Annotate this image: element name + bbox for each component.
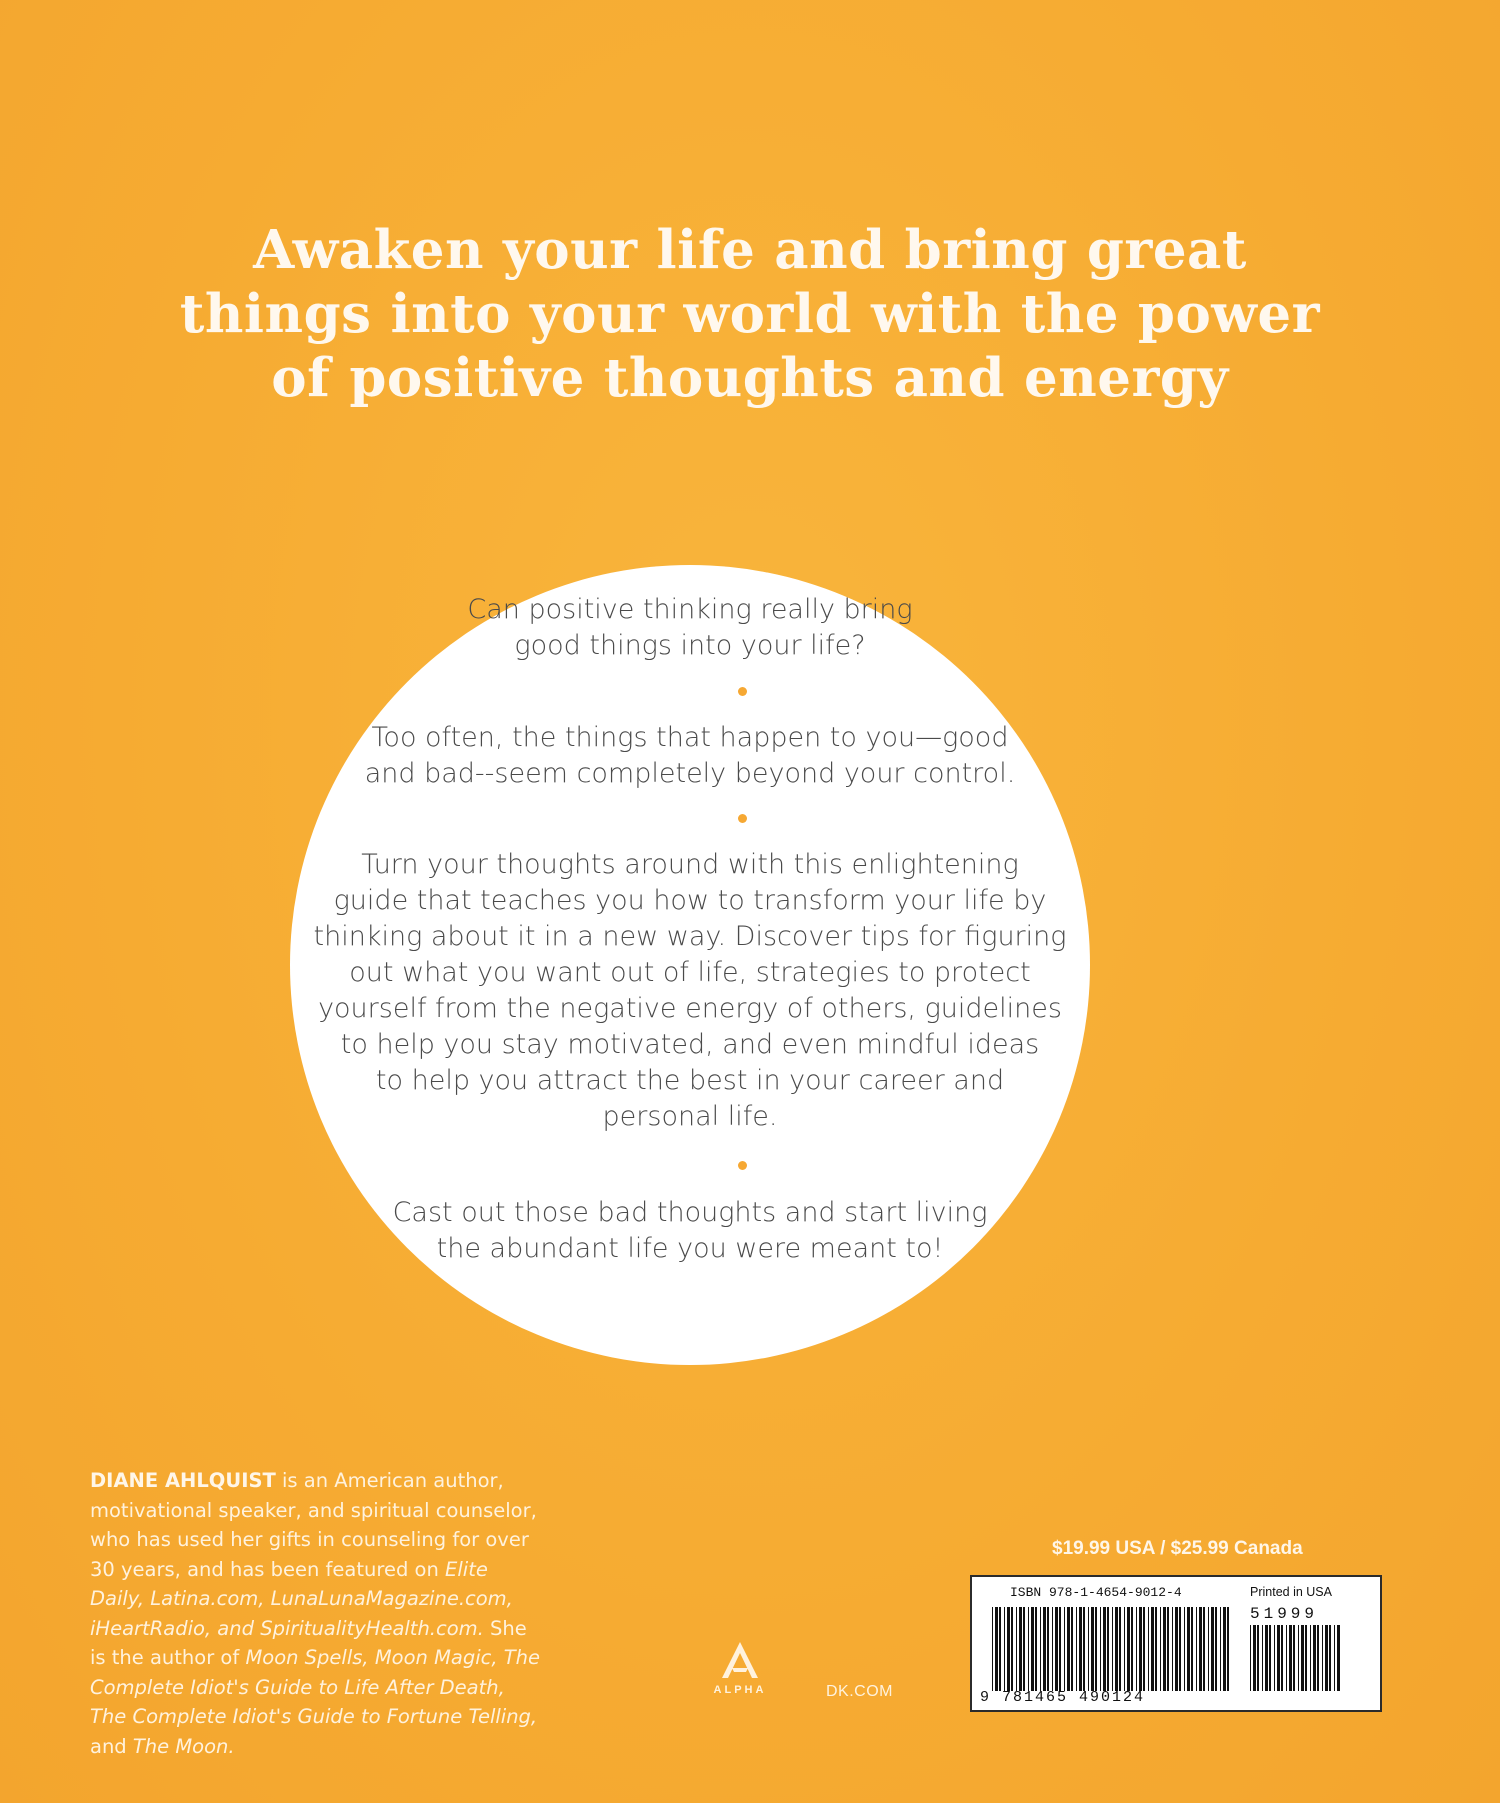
blurb-line: and bad--seem completely beyond your control. (364, 758, 1016, 789)
blurb-line: personal life. (602, 1101, 778, 1132)
barcode-bar (1203, 1607, 1205, 1691)
barcode-bar (1031, 1607, 1034, 1691)
barcode-bar (1103, 1607, 1106, 1691)
headline (150, 218, 1350, 410)
barcode-bar (1253, 1625, 1256, 1691)
blurb-line: yourself from the negative energy of others, guidelines (318, 993, 1062, 1024)
barcode-bar (992, 1607, 993, 1691)
blurb-line: thinking about it in a new way. Discover tips for figuring (313, 921, 1067, 952)
barcode-bar (1298, 1625, 1299, 1691)
barcode-bar (1329, 1625, 1331, 1691)
barcode-bar (1059, 1607, 1061, 1691)
barcode-bar (1143, 1607, 1145, 1691)
barcode-bar (1107, 1607, 1109, 1691)
barcode-bar (1160, 1607, 1161, 1691)
barcode-bar (1071, 1607, 1073, 1691)
barcode-bar (1124, 1607, 1125, 1691)
barcode-bar (1004, 1607, 1005, 1691)
headline-line: things into your world with the power (179, 283, 1321, 345)
barcode-bar (1317, 1625, 1319, 1691)
barcode-bar (1067, 1607, 1070, 1691)
blurb-paragraph-2 (290, 720, 1090, 792)
barcode-bar (1281, 1625, 1283, 1691)
barcode-bar (1136, 1607, 1137, 1691)
barcode-bar (1047, 1607, 1049, 1691)
headline-line: of positive thoughts and energy (271, 347, 1229, 409)
barcode-bar (1208, 1607, 1209, 1691)
barcode-bar (1334, 1625, 1335, 1691)
barcode-bar (1115, 1607, 1118, 1691)
barcode-bar (1262, 1625, 1263, 1691)
barcode-bar (1313, 1625, 1316, 1691)
addon-barcode (1250, 1625, 1342, 1691)
barcode-bar (1035, 1607, 1037, 1691)
barcode-bar (1127, 1607, 1130, 1691)
barcode-bar (1007, 1607, 1010, 1691)
main-barcode (992, 1607, 1232, 1691)
bio-line: motivational speaker, and spiritual counselor, (90, 1498, 537, 1522)
barcode-bar (1286, 1625, 1287, 1691)
isbn-label: ISBN 978-1-4654-9012-4 (1010, 1585, 1182, 1600)
barcode-bar (1305, 1625, 1307, 1691)
barcode-bar (1301, 1625, 1304, 1691)
blurb-line: Can positive thinking really bring (467, 594, 913, 625)
blurb-line: out what you want out of life, strategies to protect (349, 957, 1031, 988)
bullet-dot (738, 1161, 747, 1170)
barcode-bar (1179, 1607, 1181, 1691)
blurb-line: to help you stay motivated, and even mindful ideas (340, 1029, 1040, 1060)
barcode-bar (1310, 1625, 1311, 1691)
barcode-bar (1148, 1607, 1149, 1691)
barcode-bar (1019, 1607, 1022, 1691)
bio-line: is the author of Moon Spells, Moon Magic, The (90, 1646, 541, 1669)
barcode-bar (1289, 1625, 1292, 1691)
barcode-bar (1043, 1607, 1046, 1691)
blurb-line: Cast out those bad thoughts and start living (392, 1197, 988, 1228)
barcode-bar (1016, 1607, 1017, 1691)
barcode-bar (1211, 1607, 1214, 1691)
bio-line: Daily, Latina.com, LunaLunaMagazine.com, (90, 1587, 513, 1610)
barcode-bar (1269, 1625, 1271, 1691)
barcode-bar (1277, 1625, 1280, 1691)
barcode-bar (1055, 1607, 1058, 1691)
author-bio (90, 1466, 630, 1761)
blurb-line: guide that teaches you how to transform your life by (333, 885, 1047, 916)
barcode-bar (1175, 1607, 1178, 1691)
barcode-bar (1139, 1607, 1142, 1691)
barcode-bar (1172, 1607, 1173, 1691)
barcode-bar (1112, 1607, 1113, 1691)
blurb-line: good things into your life? (514, 630, 866, 661)
addon-digits: 51999 (1250, 1605, 1319, 1623)
printed-in-label: Printed in USA (1250, 1585, 1332, 1599)
barcode-bar (1052, 1607, 1053, 1691)
barcode-bar (1325, 1625, 1328, 1691)
website-link: DK.COM (826, 1683, 893, 1700)
bio-line: The Complete Idiot's Guide to Fortune Telling, (90, 1705, 538, 1728)
barcode-bar (1011, 1607, 1013, 1691)
blurb-line: to help you attract the best in your career and (375, 1065, 1005, 1096)
barcode-bar (1028, 1607, 1029, 1691)
barcode-bar (1040, 1607, 1041, 1691)
price-label: $19.99 USA / $25.99 Canada (1052, 1538, 1303, 1559)
barcode-bar (1076, 1607, 1077, 1691)
blurb-paragraph-1 (290, 592, 1090, 664)
barcode-bar (1191, 1607, 1193, 1691)
bio-line: DIANE AHLQUIST is an American author, (90, 1469, 504, 1492)
bio-line: 30 years, and has been featured on Elite (90, 1557, 488, 1581)
barcode-bar (1131, 1607, 1133, 1691)
barcode-bar (1322, 1625, 1323, 1691)
headline-line: Awaken your life and bring great (253, 219, 1247, 281)
barcode-bar (1079, 1607, 1082, 1691)
barcode-bar (1083, 1607, 1085, 1691)
barcode-bar (1293, 1625, 1295, 1691)
barcode-bar (1199, 1607, 1202, 1691)
barcode-bar (1167, 1607, 1169, 1691)
bio-line: and The Moon. (90, 1734, 235, 1758)
barcode-bar (1119, 1607, 1121, 1691)
bio-line: iHeartRadio, and SpiritualityHealth.com. She (90, 1616, 527, 1640)
barcode-bar (1091, 1607, 1094, 1691)
barcode-bar (1274, 1625, 1275, 1691)
bio-line: Complete Idiot's Guide to Life After Death, (90, 1675, 505, 1699)
barcode-panel (970, 1575, 1382, 1712)
barcode-bar (1265, 1625, 1268, 1691)
barcode-bar (1064, 1607, 1065, 1691)
blurb-paragraph-3 (290, 847, 1090, 1135)
alpha-a-icon (718, 1640, 762, 1680)
barcode-bar (995, 1607, 998, 1691)
barcode-bar (1220, 1607, 1221, 1691)
blurb-line: the abundant life you were meant to! (436, 1233, 944, 1264)
bullet-dot (738, 687, 747, 696)
barcode-bar (1227, 1607, 1229, 1691)
barcode-bar (1196, 1607, 1197, 1691)
blurb-line: Turn your thoughts around with this enlightening (361, 849, 1019, 880)
barcode-bar (1257, 1625, 1259, 1691)
barcode-bar (1223, 1607, 1226, 1691)
bio-line: who has used her gifts in counseling for over (90, 1528, 529, 1551)
barcode-bar (1151, 1607, 1154, 1691)
publisher-logo (700, 1640, 780, 1696)
barcode-bar (1163, 1607, 1166, 1691)
barcode-bar (1184, 1607, 1185, 1691)
barcode-bar (1088, 1607, 1089, 1691)
blurb-line: Too often, the things that happen to you—good (371, 722, 1009, 753)
publisher-name: ALPHA (713, 1684, 767, 1696)
blurb-paragraph-4 (290, 1195, 1090, 1267)
barcode-bar (1250, 1625, 1251, 1691)
barcode-bar (1100, 1607, 1101, 1691)
barcode-bar (1155, 1607, 1157, 1691)
barcode-bar (1215, 1607, 1217, 1691)
barcode-bar (1095, 1607, 1097, 1691)
barcode-bar (999, 1607, 1001, 1691)
barcode-digits: 9 781465 490124 (980, 1689, 1146, 1706)
bullet-dot (738, 814, 747, 823)
author-name: DIANE AHLQUIST (90, 1469, 276, 1492)
barcode-bar (1337, 1625, 1340, 1691)
barcode-bar (1187, 1607, 1190, 1691)
barcode-bar (1023, 1607, 1025, 1691)
